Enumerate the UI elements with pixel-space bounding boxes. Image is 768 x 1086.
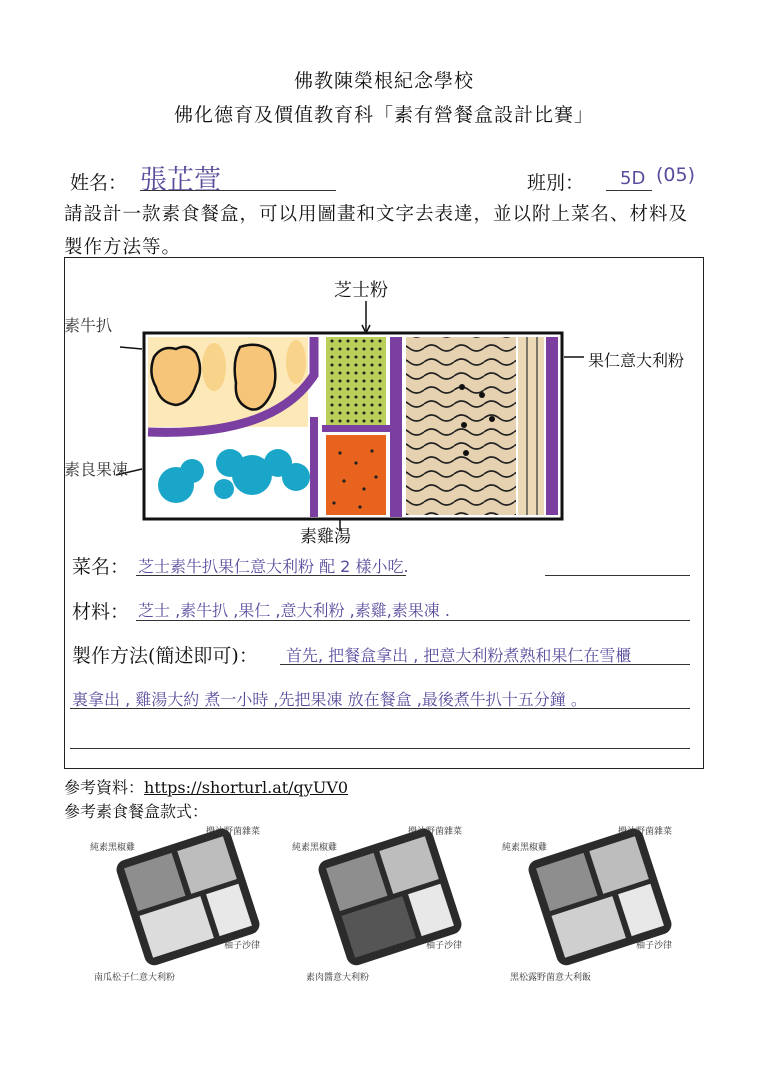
name-label: 姓名： xyxy=(70,172,128,194)
ingredients-label: 材料： xyxy=(72,601,130,623)
school-name: 佛教陳榮根紀念學校 xyxy=(293,70,474,92)
sample-2-caption-tl: 純素黑椒雞 xyxy=(292,843,338,853)
label-veg-beef: 素牛扒 xyxy=(64,316,113,335)
name-value: 張芷萱 xyxy=(140,165,221,196)
class-label: 班別： xyxy=(527,172,585,194)
sample-3-caption-tl: 純素黑椒雞 xyxy=(502,843,548,853)
competition-title: 佛化德育及價值教育科「素有營餐盒設計比賽」 xyxy=(173,104,594,126)
class-number: (05) xyxy=(656,164,696,186)
method-underline-1 xyxy=(280,664,690,665)
method-label: 製作方法(簡述即可)： xyxy=(72,645,258,667)
label-nut-pasta: 果仁意大利粉 xyxy=(588,351,685,370)
sample-2-caption-tr: 攪油野菌雜菜 xyxy=(408,827,463,837)
sample-1-caption-tl: 純素黑椒雞 xyxy=(90,843,136,853)
sample-2-caption-bottom: 素肉醬意大利粉 xyxy=(306,973,370,983)
reference-label: 參考資料： xyxy=(64,778,145,797)
sample-1-caption-br: 柚子沙律 xyxy=(224,941,261,951)
sample-lunchbox-2 xyxy=(290,820,480,983)
method-underline-3 xyxy=(70,748,690,749)
sample-3-caption-bottom: 黑松露野菌意大利飯 xyxy=(510,973,592,983)
class-value: 5D xyxy=(620,168,646,189)
label-cheese-powder: 芝士粉 xyxy=(334,280,388,301)
sample-lunchbox-3 xyxy=(500,820,690,983)
method-line-2: 裏拿出 , 雞湯大約 煮一小時 ,先把果凍 放在餐盒 ,最後煮牛扒十五分鐘 。 xyxy=(72,690,587,709)
sample-2-caption-br: 柚子沙律 xyxy=(426,941,463,951)
dish-label: 菜名： xyxy=(72,556,130,578)
sample-1-caption-tr: 攪油野菌雜菜 xyxy=(206,827,261,837)
sample-1-caption-bottom: 南瓜松子仁意大利粉 xyxy=(94,973,176,983)
ingredients-value: 芝士 ,素牛扒 ,果仁 ,意大利粉 ,素雞,素果凍 . xyxy=(138,601,450,620)
label-jelly: 素良果凍 xyxy=(64,460,129,479)
method-line-1: 首先, 把餐盒拿出 , 把意大利粉煮熟和果仁在雪櫃 xyxy=(286,646,632,665)
reference-line xyxy=(64,775,348,798)
reference-styles-label: 參考素食餐盒款式： xyxy=(64,802,209,821)
dish-underline xyxy=(136,575,406,576)
sample-lunchbox-1 xyxy=(88,820,278,983)
label-chicken-soup: 素雞湯 xyxy=(300,527,351,547)
ingredients-underline xyxy=(136,620,690,621)
class-underline xyxy=(606,190,652,191)
reference-link[interactable]: https://shorturl.at/qyUV0 xyxy=(144,778,349,797)
instructions: 請設計一款素食餐盒，可以用圖畫和文字去表達，並以附上菜名、材料及製作方法等。 xyxy=(64,204,689,258)
dish-underline-2 xyxy=(545,575,690,576)
dish-value: 芝士素牛扒果仁意大利粉 配 2 樣小吃. xyxy=(138,557,409,576)
sample-3-caption-br: 柚子沙律 xyxy=(636,941,673,951)
name-underline xyxy=(140,190,336,191)
sample-3-caption-tr: 攪油野菌雜菜 xyxy=(618,827,673,837)
lunchbox-drawing xyxy=(64,257,704,557)
method-underline-2 xyxy=(70,708,690,709)
